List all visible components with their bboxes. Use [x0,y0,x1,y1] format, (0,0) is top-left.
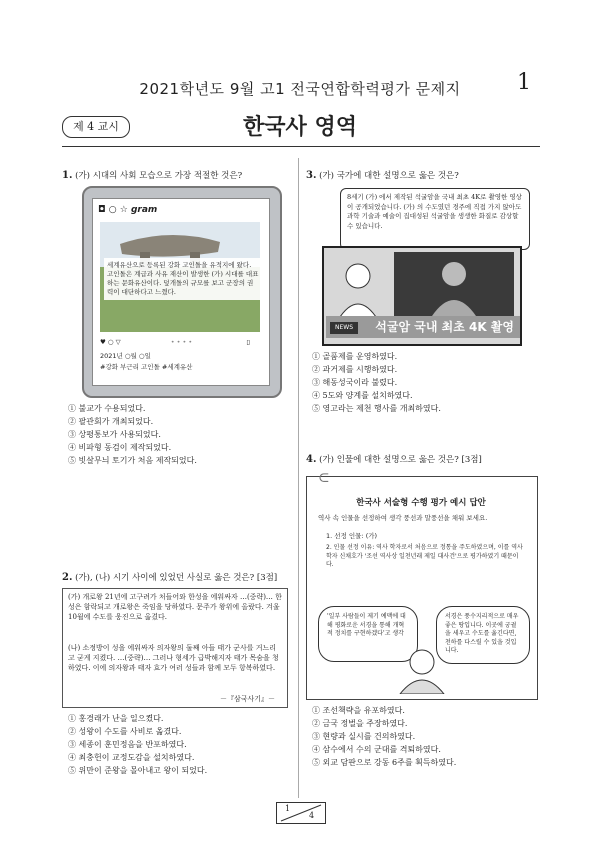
option-3[interactable]: ③ 해동성국이라 불렸다. [312,378,398,387]
question-stem: (가) 시대의 사회 모습으로 가장 적절한 것은? [75,171,243,181]
anchor-speech-bubble: 8세기 (가) 에서 제작된 석굴암을 국내 최초 4K로 촬영한 영상이 공개되었습니다. (가) 의 수도였던 경주에 직접 가지 않아도 과학 기술과 예술이 집대성된 석굴암을 생생한 화질로 감상할 수 있습니다. [340,188,530,250]
option-5[interactable]: ⑤ 영고라는 제천 행사를 개최하였다. [312,404,441,413]
q1-options [68,402,197,467]
option-3[interactable]: ③ 현량과 실시를 건의하였다. [312,732,416,741]
post-caption: 세계유산으로 등록된 강화 고인돌을 유적지에 왔다. 고인돌은 계급과 사유 재산이 발생한 (가) 시대를 대표하는 문화유산이다. 덮개돌의 규모를 보고 군장의 권력이 대단하다고 느꼈다. [104,258,262,300]
session-badge: 제 4 교시 [62,116,130,138]
column-divider [298,158,299,798]
option-3[interactable]: ③ 상평통보가 사용되었다. [68,430,161,439]
q4-options [312,704,456,769]
worksheet-item-1: 1. 선정 인물: (가) [326,532,378,540]
current-page: 1 [285,804,291,813]
passage-source: －『삼국사기』－ [220,695,276,703]
comment-icon[interactable]: ○ [107,338,114,346]
question-number: 1. [62,170,73,181]
question-4 [306,454,536,466]
option-1[interactable]: ① 불교가 수용되었다. [68,404,146,413]
news-tag: NEWS [330,322,358,334]
question-stem: (가) 인물에 대한 설명으로 옳은 것은? [3점] [319,455,482,465]
heart-icon[interactable]: ♥ [100,338,106,346]
monk-illustration [392,646,452,694]
page-number: 1 [517,70,531,95]
option-2[interactable]: ② 과거제를 시행하였다. [312,365,398,374]
option-1[interactable]: ① 조선책략을 유포하였다. [312,706,405,715]
header-divider [62,146,540,147]
worksheet-item-2: 2. 인물 선정 이유: 역사 학자로서 처음으로 정통을 주도하였으며, 이를 역사학자 신채호가 '조선 역사상 일천년래 제일 대사건'으로 평가하였기 때문이다. [326,544,523,568]
news-banner: 석굴암 국내 최초 4K 촬영 [326,316,520,338]
star-icon: ☆ [119,205,128,215]
camera-icon: ◘ [98,205,106,215]
q3-options [312,350,441,415]
carousel-dots: • • • • [170,338,193,346]
app-name: gram [130,205,158,215]
option-1[interactable]: ① 골품제를 운영하였다. [312,352,398,361]
option-2[interactable]: ② 팔관회가 개최되었다. [68,417,154,426]
post-actions [100,338,250,347]
total-pages: 4 [309,811,315,820]
option-4[interactable]: ④ 삼수에서 수의 군대를 격퇴하였다. [312,745,441,754]
worksheet-title: 한국사 서술형 수행 평가 예시 답안 [356,498,486,508]
post-date: 2021년 ○월 ○일 [100,352,151,360]
option-3[interactable]: ③ 세종이 훈민정음을 반포하였다. [68,740,187,749]
circle-icon: ○ [108,205,117,215]
monk-figure [392,646,452,698]
question-3 [306,170,536,182]
worksheet-instruction: 역사 속 인물을 선정하여 생각 풍선과 말풍선을 채워 보세요. [318,514,488,522]
option-2[interactable]: ② 성왕이 수도를 사비로 옮겼다. [68,727,182,736]
option-2[interactable]: ② 금국 정벌을 주장하였다. [312,719,408,728]
exam-title: 2021학년도 9월 고1 전국연합학력평가 문제지 [139,80,461,98]
page-indicator [276,802,326,824]
question-number: 4. [306,454,317,465]
speech-bubble: 서경은 풍수지리적으로 매우 좋은 땅입니다. 이곳에 궁궐을 세우고 수도를 옮긴다면, 천하를 다스릴 수 있을 것입니다. [436,606,530,664]
question-stem: (가), (나) 시기 사이에 있었던 사실로 옳은 것은? [3점] [75,573,278,583]
post-tags: #강화 부근리 고인돌 #세계유산 [100,363,193,371]
bookmark-icon[interactable]: ▯ [246,338,250,346]
passage-b: (나) 소정방이 성을 에워싸자 의자왕의 둘째 아들 태가 군사를 거느리고 굳게 지켰다. …(중략)… 그러나 형세가 급박해지자 태가 목숨을 청하였다. 이에 의자왕과 태자 효가 여러 성들과 함께 모두 항복하였다. [68,644,279,672]
option-4[interactable]: ④ 5도와 양계를 설치하였다. [312,391,413,400]
question-1 [62,170,292,182]
option-4[interactable]: ④ 비파형 동검이 제작되었다. [68,443,172,452]
question-2 [62,572,292,584]
app-header [98,205,157,215]
q2-options [68,712,207,777]
paperclip-icon: ⊂ [318,470,330,486]
option-5[interactable]: ⑤ 빗살무늬 토기가 처음 제작되었다. [68,456,197,465]
question-number: 2. [62,572,73,583]
question-number: 3. [306,170,317,181]
option-4[interactable]: ④ 최충헌이 교정도감을 설치하였다. [68,753,195,762]
question-stem: (가) 국가에 대한 설명으로 옳은 것은? [319,171,459,181]
option-1[interactable]: ① 홍경래가 난을 일으켰다. [68,714,164,723]
subject-title: 한국사 영역 [243,115,357,140]
share-icon[interactable]: ▽ [115,338,121,346]
passage-a: (가) 개로왕 21년에 고구려가 처들어와 한성을 에워싸자 …(중략)… 한성은 함락되고 개로왕은 죽임을 당하였다. 문주가 왕위에 올랐다. 겨울 10월에 수도를 웅진으로 옮겼다. [68,593,282,621]
option-5[interactable]: ⑤ 위만이 준왕을 몰아내고 왕이 되었다. [68,766,208,775]
thought-bubble: '일부 사람들이 제기 예맥에 대해 평화로운 서경을 통해 개혁적 정치를 구현하겠다'고 생각 [318,606,418,662]
option-5[interactable]: ⑤ 외교 담판으로 강동 6주를 획득하였다. [312,758,457,767]
